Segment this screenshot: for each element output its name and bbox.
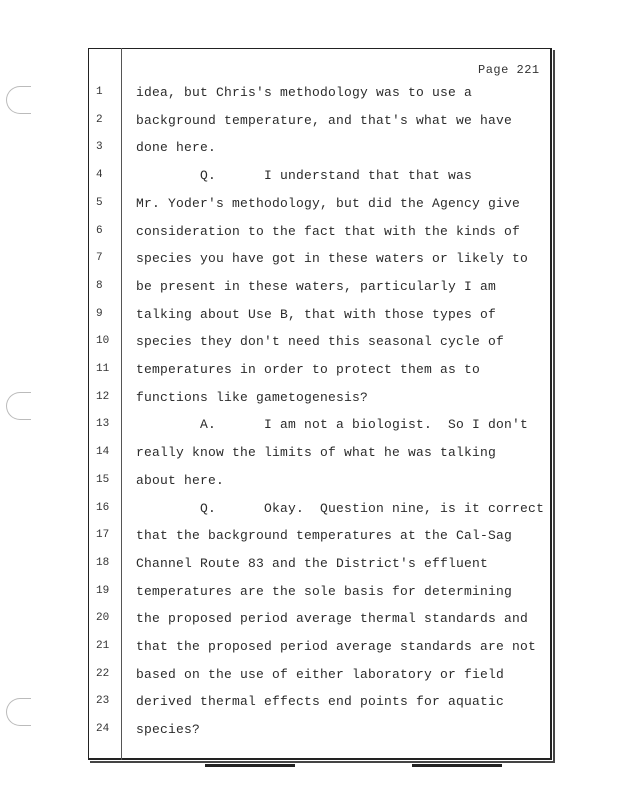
line-number: 18 (96, 556, 110, 569)
punch-hole-middle (6, 392, 31, 420)
line-number: 17 (96, 529, 110, 542)
transcript-line: about here. (136, 472, 225, 488)
transcript-line: based on the use of either laboratory or field (136, 666, 505, 682)
transcript-line: be present in these waters, particularly I am (136, 278, 497, 294)
line-number: 10 (96, 335, 110, 348)
transcript-line: Channel Route 83 and the District's effluent (136, 555, 489, 571)
bottom-bar-right (412, 764, 502, 767)
line-number: 19 (96, 584, 110, 597)
transcript-line: done here. (136, 140, 217, 156)
transcript-line: really know the limits of what he was talking (136, 445, 497, 461)
line-number: 7 (96, 252, 103, 265)
bottom-bar-left (205, 764, 295, 767)
line-number: 23 (96, 695, 110, 708)
transcript-line: temperatures are the sole basis for determining (136, 583, 513, 599)
line-number: 13 (96, 418, 110, 431)
frame-shadow-bottom (90, 761, 555, 763)
frame-shadow-right (553, 50, 555, 762)
punch-hole-bottom (6, 698, 31, 726)
transcript-line: background temperature, and that's what we have (136, 112, 513, 128)
line-number: 12 (96, 390, 110, 403)
transcript-line: idea, but Chris's methodology was to use a (136, 85, 473, 100)
line-number: 20 (96, 612, 110, 625)
line-number: 9 (96, 307, 103, 320)
transcript-line: the proposed period average thermal standards and (136, 611, 529, 627)
line-number: 3 (96, 141, 103, 154)
transcript-line: species? (136, 722, 201, 738)
line-number: 2 (96, 113, 103, 126)
line-number: 5 (96, 196, 103, 209)
line-number: 4 (96, 169, 103, 182)
line-number: 1 (96, 86, 103, 98)
transcript-line: species they don't need this seasonal cycle of (136, 334, 505, 350)
line-number: 15 (96, 473, 110, 486)
line-number: 14 (96, 446, 110, 459)
transcript-line: that the background temperatures at the Cal-Sag (136, 528, 513, 544)
transcript-line: derived thermal effects end points for aquatic (136, 694, 505, 710)
line-number: 8 (96, 279, 103, 292)
line-number: 21 (96, 640, 110, 652)
transcript-line: talking about Use B, that with those types of (136, 306, 497, 322)
transcript-line: Mr. Yoder's methodology, but did the Agency give (136, 195, 521, 211)
transcript-line: Q. I understand that that was (136, 168, 473, 184)
line-number-margin (121, 48, 122, 760)
transcript-line: functions like gametogenesis? (136, 389, 369, 405)
page-number: Page 221 (478, 63, 540, 77)
transcript-line: species you have got in these waters or likely to (136, 251, 529, 267)
line-number: 22 (96, 667, 110, 680)
line-number: 16 (96, 501, 110, 514)
transcript-line: Q. Okay. Question nine, is it correct (136, 500, 545, 516)
transcript-line: consideration to the fact that with the kinds of (136, 223, 521, 239)
line-number: 24 (96, 723, 110, 736)
transcript-line: that the proposed period average standards are not (136, 639, 537, 654)
punch-hole-top (6, 86, 31, 114)
line-number: 11 (96, 363, 110, 375)
transcript-line: temperatures in order to protect them as to (136, 362, 481, 377)
line-number: 6 (96, 224, 103, 237)
transcript-line: A. I am not a biologist. So I don't (136, 417, 529, 433)
